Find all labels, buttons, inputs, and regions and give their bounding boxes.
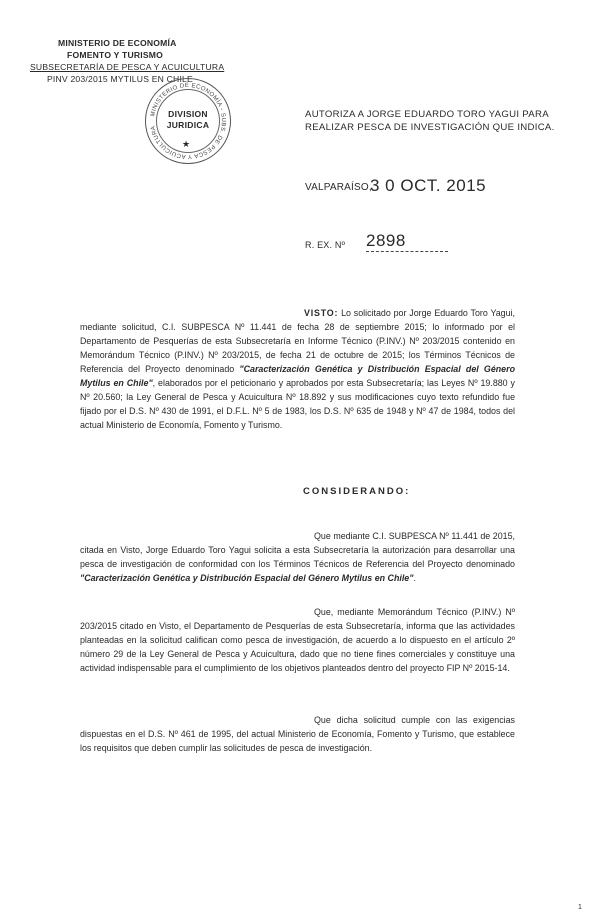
considerando-p1-text-b: .	[413, 573, 416, 583]
visto-label: VISTO:	[304, 308, 339, 318]
reference-line-2: REALIZAR PESCA DE INVESTIGACIÓN QUE INDICA.	[305, 122, 555, 133]
considerando-p1-text-a: Que mediante C.I. SUBPESCA Nº 11.441 de 2015, citada en Visto, Jorge Eduardo Toro Yagui solicita a esta Subsecretaría la autorización para desarrollar una pesca de investigación de conformidad con los Términos Técnicos de Referencia del Proyecto denominado	[80, 531, 515, 569]
city-label: VALPARAÍSO,	[305, 182, 372, 193]
considerando-paragraph-2: Que, mediante Memorándum Técnico (P.INV.) Nº 203/2015 citado en Visto, el Departamento de Pesquerías de esta Subsecretaría, informa que las actividades planteadas en la solicitud califican como pesca de investigación, de acuerdo a lo dispuesto en el artículo 2º número 29 de la Ley General de Pesca y Acuicultura, dado que no tiene fines comerciales y constituye una actividad indispensable para el cumplimiento de los objetivos planteados dentro del proyecto FIP Nº 2015-14.	[80, 607, 515, 673]
visto-paragraph	[80, 306, 515, 432]
resolution-date: 3 0 OCT. 2015	[370, 176, 487, 195]
considerando-paragraph-3: Que dicha solicitud cumple con las exigencias dispuestas en el D.S. Nº 461 de 1995, del actual Ministerio de Economía, Fomento y Turismo, que establece los requisitos que deben cumplir las solicitudes de pesca de investigación.	[80, 715, 515, 753]
resolution-number-line	[366, 251, 448, 252]
considerando-p1-project-name: "Caracterización Genética y Distribución Espacial del Género Mytilus en Chile"	[80, 573, 414, 583]
reference-line-1: AUTORIZA A JORGE EDUARDO TORO YAGUI PARA	[305, 109, 549, 120]
considerando-heading: CONSIDERANDO:	[303, 486, 411, 497]
visto-text-a: Lo solicitado por Jorge Eduardo Toro Yagui, mediante solicitud, C.I. SUBPESCA Nº 11.441 de fecha 28 de septiembre 2015; lo informado por el Departamento de Pesquerías de esta Subsecretaría en Informe Técnico (P.INV.) Nº 203/2015 contenido en Memorándum Técnico (P.INV.) Nº 203/2015, de fecha 21 de octubre de 2015; los Términos Técnicos de Referencia del Proyecto denominado	[80, 308, 515, 374]
visto-project-name: "Caracterización Genética y Distribución Espacial del Género Mytilus en Chile"	[80, 364, 515, 388]
visto-text-b: , elaborados por el peticionario y aprobados por esta Subsecretaría; las Leyes Nº 19.880 y Nº 20.560; la Ley General de Pesca y Acuicultura Nº 18.892 y sus modificaciones cuyo texto refundido fue fijado por el D.S. Nº 430 de 1991, el D.F.L. Nº 5 de 1983, los D.S. Nº 635 de 1948 y Nº 47 de 1984, todos del actual Ministerio de Economía, Fomento y Turismo.	[80, 378, 515, 430]
header-ministry-2: FOMENTO Y TURISMO	[67, 50, 164, 60]
stamp-line-2: JURIDICA	[166, 120, 210, 130]
header-ministry: MINISTERIO DE ECONOMÍA	[58, 38, 177, 48]
header-pinv: PINV 203/2015 MYTILUS EN CHILE	[47, 74, 193, 84]
resolution-number: 2898	[366, 231, 406, 250]
stamp-line-1: DIVISION	[168, 109, 208, 119]
stamp-ring-text: MINISTERIO DE ECONOMÍA - SUBS. DE PESCA Y ACUICULTURA	[150, 82, 227, 160]
star-icon: ★	[182, 139, 191, 149]
page-mark: 1	[578, 904, 582, 911]
header-subsecretaria: SUBSECRETARÍA DE PESCA Y ACUICULTURA	[30, 62, 225, 72]
resolution-label: R. EX. Nº	[305, 240, 346, 250]
considerando-paragraph-1	[80, 529, 515, 585]
division-juridica-stamp	[145, 78, 231, 164]
